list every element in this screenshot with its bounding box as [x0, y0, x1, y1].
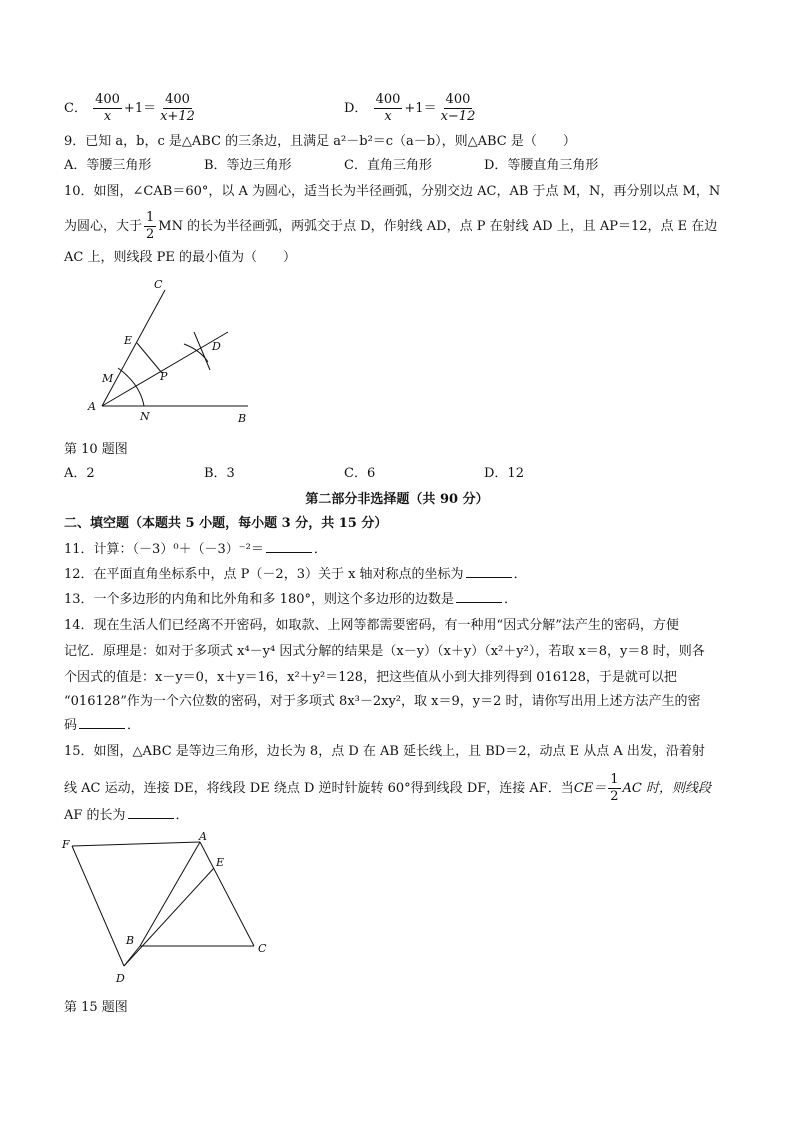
q9-stem: 9．已知 a，b，c 是△ABC 的三条边，且满足 a²－b²＝c（a－b），则△ABC 是（ ）: [64, 134, 576, 149]
q15-line3: AF 的长为 ．: [64, 808, 189, 823]
segment-ab: [140, 842, 200, 946]
q9-option-a: A．等腰三角形: [64, 158, 152, 173]
q14-line4: “016128”作为一个六位数的密码，对于多项式 8x³－2xy²，取 x＝9，y＝2 时，请你写出用上述方法产生的密: [64, 694, 701, 709]
segment-fd: [72, 846, 124, 966]
q11-answer-blank[interactable]: [266, 540, 312, 553]
q15-figure-caption: 第 15 题图: [64, 1000, 128, 1015]
q13-answer-blank[interactable]: [456, 590, 502, 603]
q14-line1: 14．现在生活人们已经离不开密码，如取款、上网等都需要密码，有一种用“因式分解”法产生的密码，方便: [64, 618, 679, 633]
q9-option-c: C．直角三角形: [344, 158, 432, 173]
q8-c-lhs-fraction: $\frac{400}{x}$: [95, 92, 120, 124]
q8-c-rhs-fraction: $\frac{400}{x+12}$: [160, 92, 195, 124]
q15-half-fraction: $\frac{1}{2}$: [610, 772, 619, 804]
label-f: F: [62, 838, 70, 851]
q8-d-lhs-fraction: $\frac{400}{x}$: [375, 92, 401, 124]
arc-mn: [118, 368, 144, 406]
label-e: E: [124, 334, 133, 347]
q15-figure: [58, 828, 278, 988]
q10-line1: 10．如图，∠CAB＝60°，以 A 为圆心，适当长为半径画弧，分别交边 AC，AB 于点 M，N，再分别以点 M，N: [64, 184, 721, 199]
q10-half-fraction: $\frac{1}{2}$: [146, 210, 155, 242]
arc-from-m: [184, 344, 208, 362]
label-p: P: [160, 370, 168, 383]
label-e: E: [216, 856, 225, 869]
segment-de: [124, 868, 214, 966]
label-m: M: [102, 372, 114, 385]
label-b: B: [238, 412, 247, 425]
q10-option-b: B．3: [204, 466, 235, 481]
label-c: C: [258, 942, 267, 955]
part2-title: 第二部分非选择题（共 90 分）: [305, 492, 489, 507]
q9-option-d: D．等腰直角三角形: [484, 158, 599, 173]
q13: 13．一个多边形的内角和比外角和多 180°，则这个多边形的边数是 ．: [64, 592, 518, 607]
section2-title: 二、填空题（本题共 5 小题，每小题 3 分，共 15 分）: [64, 516, 388, 531]
q10-figure: [80, 276, 260, 428]
q14-line3: 个因式的值是：x－y＝0，x＋y＝16，x²＋y²＝128，把这些值从小到大排列得到 016128，于是就可以把: [64, 670, 677, 685]
q15-line1: 15．如图，△ABC 是等边三角形，边长为 8，点 D 在 AB 延长线上，且 BD＝2，动点 E 从点 A 出发，沿着射: [64, 744, 705, 759]
q14-line2: 记忆．原理是：如对于多项式 x⁴－y⁴ 因式分解的结果是（x－y）（x＋y）（x²＋y²），若取 x＝8，y＝8 时，则各: [64, 644, 705, 659]
q15-line2: 线 AC 运动，连接 DE，将线段 DE 绕点 D 逆时针旋转 60°得到线段 DF，连接 AF．当CE＝ $\frac{1}{2}$ AC 时，则线段: [64, 772, 711, 804]
q10-line2: 为圆心，大于 $\frac{1}{2}$ MN 的长为半径画弧，两弧交于点 D，作射线 AD，点 P 在射线 AD 上，且 AP＝12，点 E 在边: [64, 210, 718, 242]
q8-d-rhs-fraction: $\frac{400}{x-12}$: [440, 92, 476, 124]
q12: 12．在平面直角坐标系中，点 P（－2，3）关于 x 轴对称点的坐标为 ．: [64, 567, 527, 582]
segment-ac: [200, 842, 254, 946]
q10-figure-caption: 第 10 题图: [64, 442, 128, 457]
q11: 11．计算：（－3）⁰＋（－3）⁻²＝ ．: [64, 542, 327, 557]
q14-line5: 码 ．: [64, 718, 141, 733]
label-n: N: [140, 410, 150, 423]
label-c: C: [154, 278, 163, 291]
q14-answer-blank[interactable]: [79, 716, 125, 729]
q15-answer-blank[interactable]: [128, 806, 174, 819]
label-a: A: [88, 400, 96, 413]
label-d: D: [116, 972, 125, 985]
label-a: A: [199, 830, 207, 843]
label-b: B: [126, 934, 135, 947]
ray-ac: [102, 290, 165, 406]
q10-line3: AC 上，则线段 PE 的最小值为（ ）: [64, 250, 296, 265]
label-d: D: [212, 340, 221, 353]
q8-option-c: C． $\frac{400}{x}$ +1＝ $\frac{400}{x+12}$: [64, 92, 195, 124]
q8-option-d: D． $\frac{400}{x}$ +1＝ $\frac{400}{x-12}$: [344, 92, 476, 124]
q10-option-a: A．2: [64, 466, 95, 481]
q10-option-d: D．12: [484, 466, 524, 481]
q10-option-c: C．6: [344, 466, 376, 481]
segment-fa: [72, 842, 200, 846]
q9-option-b: B．等边三角形: [204, 158, 292, 173]
segment-pe: [137, 343, 162, 373]
q12-answer-blank[interactable]: [466, 565, 512, 578]
